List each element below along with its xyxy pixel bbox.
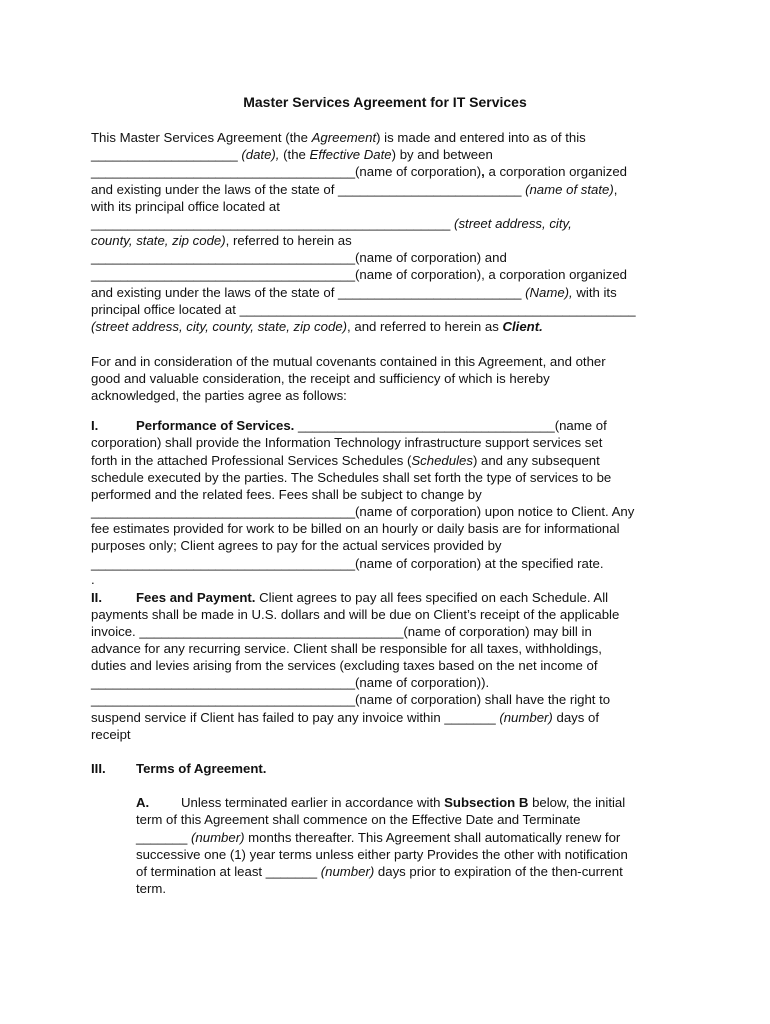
section-3-number: III. <box>91 761 106 776</box>
section-2-line-5: duties and levies arising from the services (excluding taxes based on the net income of <box>91 658 598 673</box>
corporation-blank: ____________________________________(name of corporation) <box>91 164 482 179</box>
intro-text: a corporation organized <box>484 164 628 179</box>
intro-text: , <box>613 182 618 197</box>
intro-line-12 <box>91 318 543 335</box>
intro-line-4 <box>91 181 617 198</box>
state-blank: and existing under the laws of the state of _________________________ <box>91 182 526 197</box>
section-2-line-3: invoice. ____________________________________(name of corporation) may bill in <box>91 624 592 639</box>
section-1-line-10: . <box>91 572 95 587</box>
date-blank: ____________________ <box>91 147 242 162</box>
section-1-line-1 <box>91 417 607 434</box>
intro-text: with its <box>572 285 617 300</box>
section-1-text: ) and any subsequent <box>472 453 600 468</box>
subsection-a-text: days prior to expiration of the then-current <box>374 864 623 879</box>
number-label: (number) <box>320 864 375 879</box>
intro-line-10 <box>91 284 617 301</box>
section-2-text: days of <box>552 710 600 725</box>
subsection-a-text: of termination at least _______ <box>136 864 321 879</box>
section-2-text: Client agrees to pay all fees specified on each Schedule. All <box>255 590 609 605</box>
subsection-a-number: A. <box>136 795 150 810</box>
section-1-line-3 <box>91 452 600 469</box>
intro-line-6 <box>91 215 572 232</box>
section-2-line-2: payments shall be made in U.S. dollars and will be due on Client’s receipt of the applicable <box>91 607 620 622</box>
subsection-b-reference: Subsection B <box>444 795 529 810</box>
section-2-line-9: receipt <box>91 727 131 742</box>
intro-text: (the <box>279 147 310 162</box>
intro-line-8: ____________________________________(name of corporation) and <box>91 250 507 265</box>
section-1-line-5: performed and the related fees. Fees shall be subject to change by <box>91 487 482 502</box>
intro-term-agreement: Agreement <box>311 130 377 145</box>
intro-line-2 <box>91 146 493 163</box>
intro-line-5: with its principal office located at <box>91 199 280 214</box>
intro-line-9: ____________________________________(name of corporation), a corporation organized <box>91 267 627 282</box>
state-blank: and existing under the laws of the state of _________________________ <box>91 285 526 300</box>
subsection-a-line-3 <box>136 829 620 846</box>
subsection-a-line-5 <box>136 863 623 880</box>
section-2-line-4: advance for any recurring service. Client shall be responsible for all taxes, withholdings, <box>91 641 602 656</box>
subsection-a-line-2: term of this Agreement shall commence on the Effective Date and Terminate <box>136 812 581 827</box>
schedules-term: Schedules <box>411 453 473 468</box>
document-title: Master Services Agreement for IT Services <box>243 94 527 110</box>
subsection-a-text: months thereafter. This Agreement shall automatically renew for <box>244 830 621 845</box>
subsection-a-line-1 <box>136 794 625 811</box>
section-2-line-6: ____________________________________(name of corporation)). <box>91 675 490 690</box>
intro-text: , referred to herein as <box>225 233 352 248</box>
intro-text: ) is made and entered into as of this <box>376 130 586 145</box>
number-blank: _______ <box>136 830 192 845</box>
intro-text: ) by and between <box>391 147 493 162</box>
intro-line-3 <box>91 163 627 180</box>
section-1-heading: Performance of Services. <box>136 418 295 433</box>
section-2-text: suspend service if Client has failed to pay any invoice within _______ <box>91 710 500 725</box>
subsection-a-line-4: successive one (1) year terms unless either party Provides the other with notification <box>136 847 628 862</box>
section-1-line-7: fee estimates provided for work to be billed on an hourly or daily basis are for informational <box>91 521 620 536</box>
state-label: (name of state) <box>525 182 614 197</box>
section-2-heading: Fees and Payment. <box>136 590 256 605</box>
section-2-line-1 <box>91 589 608 606</box>
consideration-line-3: acknowledged, the parties agree as follows: <box>91 388 347 403</box>
address-label: county, state, zip code) <box>91 233 226 248</box>
intro-line-11: principal office located at ______________________________________________________ <box>91 302 636 317</box>
subsection-a-text: Unless terminated earlier in accordance with <box>181 795 445 810</box>
intro-term-effective-date: Effective Date <box>309 147 392 162</box>
consideration-line-1: For and in consideration of the mutual covenants contained in this Agreement, and other <box>91 354 606 369</box>
address-label: (street address, city, county, state, zip code) <box>91 319 348 334</box>
number-label: (number) <box>499 710 553 725</box>
section-1-text: ___________________________________(name of <box>294 418 607 433</box>
subsection-a-line-6: term. <box>136 881 167 896</box>
name-label: (Name), <box>525 285 573 300</box>
section-3-line-1 <box>91 760 266 777</box>
client-term: Client. <box>502 319 543 334</box>
section-2-number: II. <box>91 590 102 605</box>
intro-line-1 <box>91 129 586 146</box>
intro-text: , <box>481 164 485 179</box>
subsection-a-text: below, the initial <box>528 795 626 810</box>
section-1-line-6: ____________________________________(name of corporation) upon notice to Client. Any <box>91 504 635 519</box>
address-label: (street address, city, <box>454 216 572 231</box>
section-2-line-8 <box>91 709 599 726</box>
section-1-line-4: schedule executed by the parties. The Schedules shall set forth the type of services to be <box>91 470 612 485</box>
section-1-line-2: corporation) shall provide the Information Technology infrastructure support services set <box>91 435 603 450</box>
section-1-line-9: ____________________________________(name of corporation) at the specified rate. <box>91 556 604 571</box>
intro-line-7 <box>91 232 352 249</box>
section-3-heading: Terms of Agreement. <box>136 761 267 776</box>
section-1-text: forth in the attached Professional Services Schedules ( <box>91 453 412 468</box>
section-2-line-7: ____________________________________(name of corporation) shall have the right to <box>91 692 611 707</box>
intro-text: , and referred to herein as <box>347 319 503 334</box>
consideration-line-2: good and valuable consideration, the receipt and sufficiency of which is hereby <box>91 371 550 386</box>
section-1-line-8: purposes only; Client agrees to pay for the actual services provided by <box>91 538 502 553</box>
section-1-number: I. <box>91 418 99 433</box>
number-label: (number) <box>191 830 245 845</box>
address-blank: _________________________________________________ <box>91 216 455 231</box>
intro-text: This Master Services Agreement (the <box>91 130 312 145</box>
date-label: (date), <box>241 147 280 162</box>
